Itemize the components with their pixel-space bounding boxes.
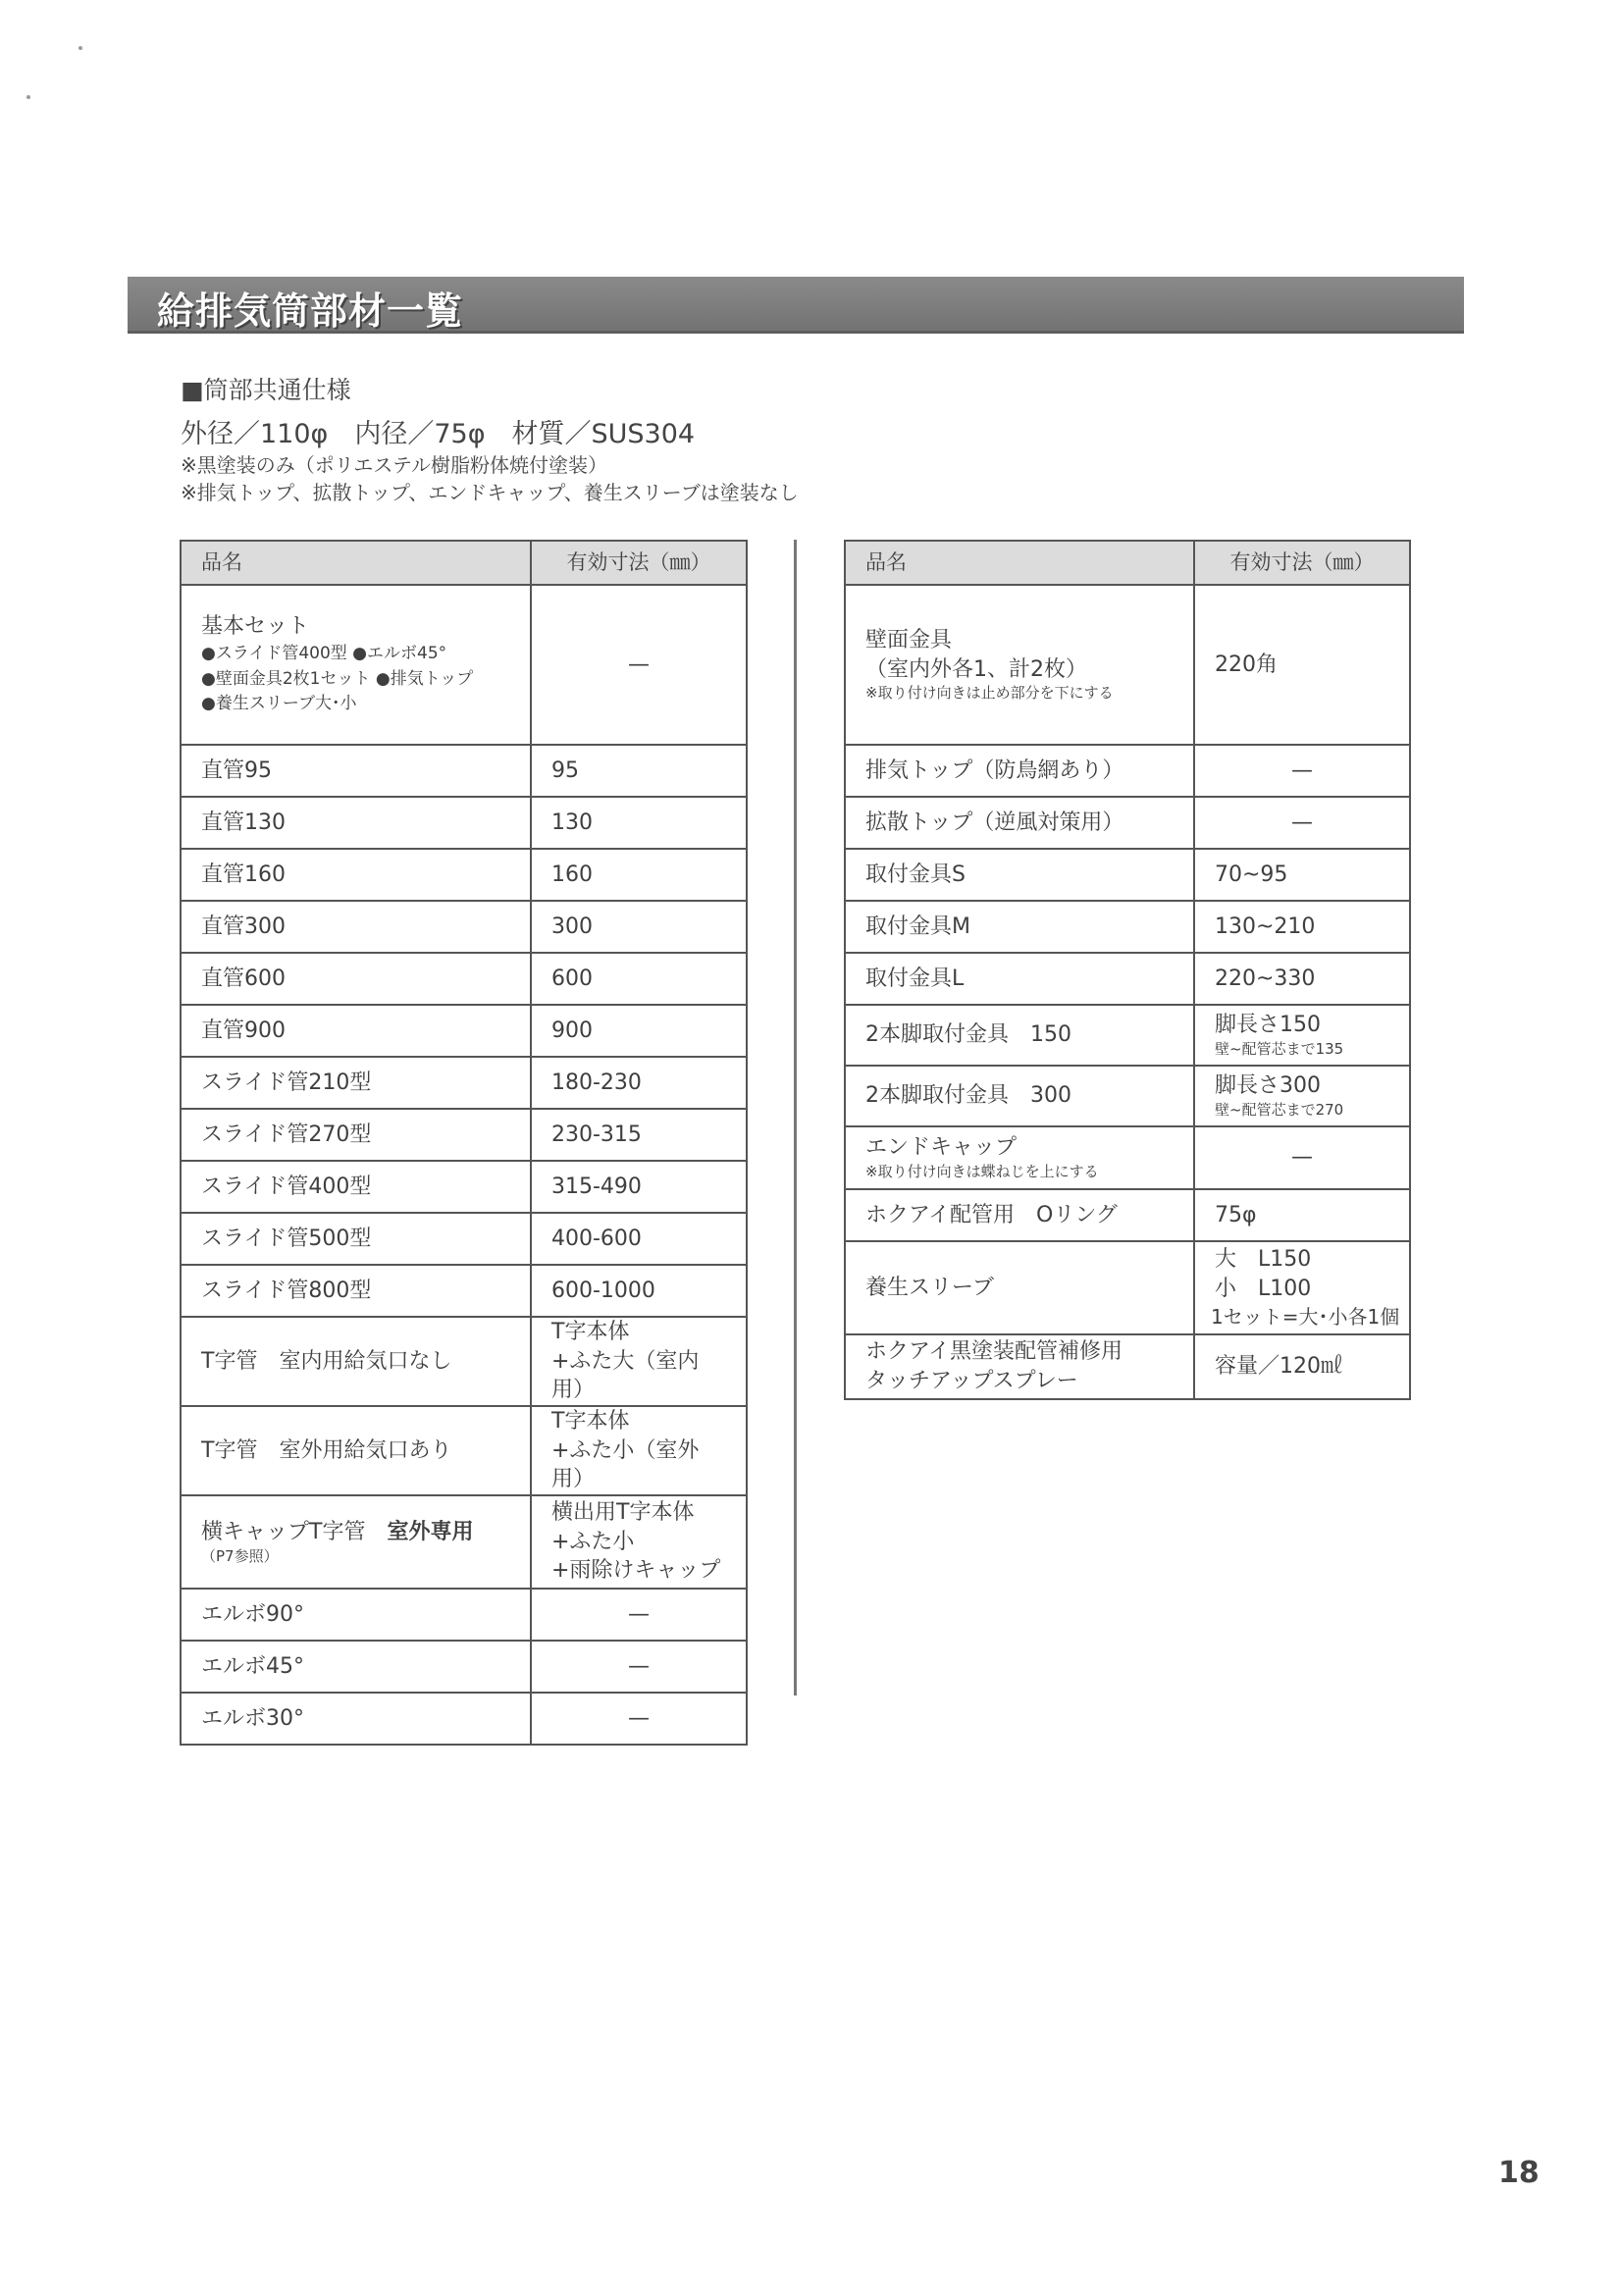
row-dim [1194,1066,1410,1126]
dim-line: 大 L150 [1215,1247,1312,1273]
row-name: 取付金具M [845,901,1194,953]
row-name: 養生スリーブ [845,1241,1194,1334]
table-row [181,585,747,745]
row-dim: 容量／120㎖ [1194,1334,1410,1399]
table-row [181,1057,747,1109]
row-name: T字管 室外用給気口あり [181,1406,531,1495]
spec-note: ※黒塗装のみ（ポリエステル樹脂粉体焼付塗装） [181,453,607,477]
wall-note: ※取り付け向きは止め部分を下にする [865,684,1114,703]
row-name: 拡散トップ（逆風対策用） [845,797,1194,849]
spec-line: 外径／110φ 内径／75φ 材質／SUS304 [181,419,696,449]
leg-length: 脚長さ300 [1215,1073,1321,1099]
row-dim: 220角 [1194,585,1410,745]
row-dim: — [1194,797,1410,849]
row-name [181,1495,531,1589]
dim-line: +ふた小 [551,1529,635,1554]
row-name: 直管300 [181,901,531,953]
row-dim: 600 [531,953,747,1005]
table-header-row [845,541,1410,585]
kihon-set-name: 基本セット [201,614,310,640]
table-row [845,953,1410,1005]
row-dim: 160 [531,849,747,901]
row-dim: 130~210 [1194,901,1410,953]
row-dim [531,1495,747,1589]
row-name: エルボ90° [181,1589,531,1641]
table-row [845,1241,1410,1334]
table-row [181,849,747,901]
table-row [181,1161,747,1213]
table-row [845,797,1410,849]
table-row [181,1317,747,1406]
row-name: 直管600 [181,953,531,1005]
row-dim: 95 [531,745,747,797]
yoko-sub: （P7参照） [201,1546,279,1565]
table-row [181,797,747,849]
spec-note: ※排気トップ、拡散トップ、エンドキャップ、養生スリーブは塗装なし [181,481,799,504]
row-dim: 600-1000 [531,1265,747,1317]
row-name: スライド管500型 [181,1213,531,1265]
table-header-row [181,541,747,585]
row-dim [531,1317,747,1406]
row-name [845,585,1194,745]
scan-speck [78,46,82,50]
row-name: 排気トップ（防鳥網あり） [845,745,1194,797]
section-title: 給排気筒部材一覧 [157,289,464,333]
row-dim: 220~330 [1194,953,1410,1005]
row-name: 直管900 [181,1005,531,1057]
row-dim: 400-600 [531,1213,747,1265]
table-row [181,1406,747,1495]
row-name: T字管 室内用給気口なし [181,1317,531,1406]
table-row [845,1066,1410,1126]
scan-speck [26,95,30,99]
kihon-set-content: ●スライド管400型 ●エルボ45° [201,644,447,664]
row-name: スライド管270型 [181,1109,531,1161]
dim-line: +ふた大（室内用） [551,1348,700,1403]
table-row [845,1126,1410,1189]
table-row [845,1189,1410,1241]
row-name: 2本脚取付金具 150 [845,1005,1194,1066]
header-name: 品名 [181,541,531,585]
endcap-note: ※取り付け向きは蝶ねじを上にする [865,1163,1099,1181]
row-dim: 900 [531,1005,747,1057]
leg-note: 壁~配管芯まで135 [1215,1040,1344,1059]
table-row [181,953,747,1005]
row-dim: 230-315 [531,1109,747,1161]
row-name: 取付金具L [845,953,1194,1005]
table-row [181,901,747,953]
table-row [845,1005,1410,1066]
dim-line: +ふた小（室外用） [551,1437,700,1492]
table-row [845,585,1410,745]
yoko-name: 横キャップT字管 [201,1520,388,1545]
table-row [181,1005,747,1057]
header-dim: 有効寸法（㎜） [531,541,747,585]
row-dim: 315-490 [531,1161,747,1213]
row-dim: — [531,1589,747,1641]
parts-table-left [180,540,748,1746]
table-row [181,1213,747,1265]
table-row [845,745,1410,797]
spray-name: タッチアップスプレー [865,1369,1078,1393]
row-dim [1194,1005,1410,1066]
endcap-name: エンドキャップ [865,1135,1018,1161]
row-dim: 70~95 [1194,849,1410,901]
row-dim [1194,1241,1410,1334]
wall-name: 壁面金具 [865,628,953,653]
row-dim: — [1194,745,1410,797]
row-name: スライド管210型 [181,1057,531,1109]
row-name: 直管160 [181,849,531,901]
header-name: 品名 [845,541,1194,585]
spec-heading: ■筒部共通仕様 [181,376,351,404]
row-name [845,1334,1194,1399]
spray-name: ホクアイ黒塗装配管補修用 [865,1339,1123,1365]
row-name: 直管130 [181,797,531,849]
table-row [181,1495,747,1589]
row-name: ホクアイ配管用 Oリング [845,1189,1194,1241]
row-dim: — [1194,1126,1410,1189]
row-dim: — [531,1641,747,1693]
dim-line: T字本体 [551,1409,630,1435]
row-name: スライド管400型 [181,1161,531,1213]
kihon-set-content: ●養生スリーブ大･小 [201,694,357,714]
column-divider [794,540,797,1696]
section-title-banner [128,277,1464,334]
row-name [181,585,531,745]
table-row [845,901,1410,953]
table-row [845,849,1410,901]
wall-name2: （室内外各1、計2枚） [865,656,1087,682]
row-name: スライド管800型 [181,1265,531,1317]
table-row [845,1334,1410,1399]
table-row [181,1693,747,1745]
parts-table-right [844,540,1411,1400]
row-dim: — [531,585,747,745]
row-name: 2本脚取付金具 300 [845,1066,1194,1126]
row-name: 取付金具S [845,849,1194,901]
dim-line: +雨除けキャップ [551,1558,721,1584]
header-dim: 有効寸法（㎜） [1194,541,1410,585]
dim-line: T字本体 [551,1320,630,1344]
row-name: 直管95 [181,745,531,797]
dim-line: 横出用T字本体 [551,1500,695,1526]
leg-length: 脚長さ150 [1215,1013,1321,1038]
row-name: エルボ45° [181,1641,531,1693]
row-dim: — [531,1693,747,1745]
row-dim: 180-230 [531,1057,747,1109]
row-dim: 300 [531,901,747,953]
row-dim: 130 [531,797,747,849]
dim-line: 小 L100 [1215,1277,1312,1301]
table-row [181,1641,747,1693]
table-row [181,1109,747,1161]
row-dim [531,1406,747,1495]
row-name: エルボ30° [181,1693,531,1745]
table-row [181,745,747,797]
table-row [181,1265,747,1317]
table-row [181,1589,747,1641]
page-number: 18 [1498,2156,1540,2190]
row-dim: 75φ [1194,1189,1410,1241]
yoko-name-bold: 室外専用 [387,1520,474,1545]
row-name [845,1126,1194,1189]
dim-line: 1セット=大･小各1個 [1211,1304,1400,1329]
kihon-set-content: ●壁面金具2枚1セット ●排気トップ [201,668,474,689]
leg-note: 壁~配管芯まで270 [1215,1101,1344,1120]
